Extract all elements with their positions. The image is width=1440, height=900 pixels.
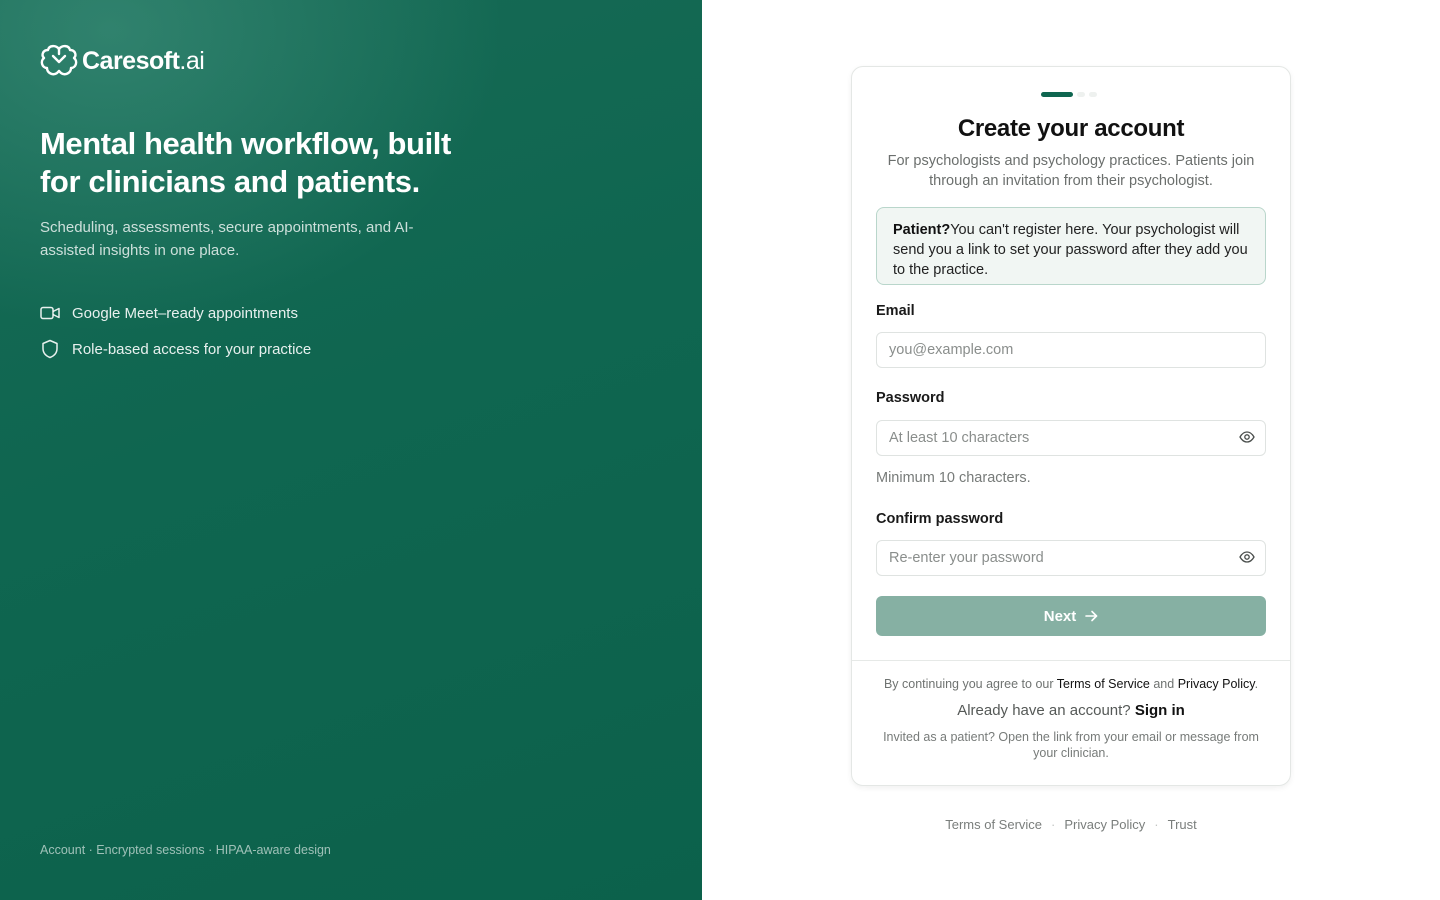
shield-icon (40, 339, 60, 359)
hero-footer: Account · Encrypted sessions · HIPAA-aware design (40, 843, 331, 857)
patient-invite-note: Invited as a patient? Open the link from your email or message from your clinician. (883, 730, 1259, 760)
hero-panel (0, 0, 702, 900)
brand-name-suffix: .ai (179, 47, 205, 75)
feature-label: Google Meet–ready appointments (72, 304, 298, 322)
page-title: Create your account (957, 115, 1185, 142)
agree-and: and (1153, 677, 1175, 691)
step-dot (1089, 92, 1097, 97)
privacy-link[interactable]: Privacy Policy (1177, 677, 1255, 691)
patient-notice-title: Patient? (893, 222, 951, 238)
footer-terms-link[interactable]: Terms of Service (945, 817, 1043, 832)
terms-link[interactable]: Terms of Service (1056, 677, 1150, 691)
signin-text: Already have an account? (957, 702, 1131, 719)
email-label: Email (876, 303, 915, 319)
password-field-box (876, 420, 1266, 456)
confirm-password-field[interactable] (877, 541, 1241, 575)
eye-icon[interactable] (1239, 431, 1255, 443)
brain-logo-icon (40, 44, 78, 78)
email-field[interactable] (877, 333, 1241, 367)
footer-privacy-link[interactable]: Privacy Policy (1064, 817, 1146, 832)
brand-name (82, 44, 204, 78)
patient-notice-text: You can't register here. Your psychologist will send you a link to set your password after they add you to the practice. (893, 222, 1248, 278)
step-dot-active (1041, 92, 1073, 97)
step-indicator (1041, 92, 1101, 97)
agree-prefix: By continuing you agree to our (883, 677, 1054, 691)
signin-prompt (852, 702, 1290, 719)
feature-list (40, 302, 311, 374)
arrow-right-icon (1085, 610, 1098, 622)
next-button[interactable] (876, 596, 1266, 636)
password-field[interactable] (877, 421, 1241, 455)
video-camera-icon (40, 306, 60, 320)
patient-notice (876, 207, 1266, 285)
divider (852, 660, 1290, 661)
terms-agreement (852, 677, 1290, 691)
signup-card (851, 66, 1291, 786)
password-label: Password (876, 390, 945, 406)
next-button-label: Next (1043, 607, 1077, 625)
feature-item (40, 338, 311, 360)
form-description: For psychologists and psychology practices. Patients join through an invitation from their psychologist. (887, 153, 1255, 189)
footer-trust-link[interactable]: Trust (1167, 817, 1197, 832)
feature-label: Role-based access for your practice (72, 340, 312, 358)
eye-icon[interactable] (1239, 551, 1255, 563)
hero-headline: Mental health workflow, built for clinicians and patients. (40, 126, 451, 199)
confirm-password-label: Confirm password (876, 511, 1004, 527)
footer-separator: · (1154, 817, 1159, 832)
agree-suffix: . (1254, 677, 1259, 691)
footer-separator: · (1051, 817, 1056, 832)
feature-item (40, 302, 311, 324)
hero-subhead: Scheduling, assessments, secure appointments, and AI-assisted insights in one place. (40, 219, 414, 259)
brand-name-bold: Caresoft (82, 47, 180, 75)
footer-links (851, 817, 1291, 832)
confirm-password-field-box (876, 540, 1266, 576)
signin-link[interactable]: Sign in (1134, 702, 1185, 719)
email-field-box (876, 332, 1266, 368)
step-dot (1077, 92, 1085, 97)
password-hint: Minimum 10 characters. (876, 470, 1031, 486)
brand-logo[interactable] (40, 44, 204, 78)
